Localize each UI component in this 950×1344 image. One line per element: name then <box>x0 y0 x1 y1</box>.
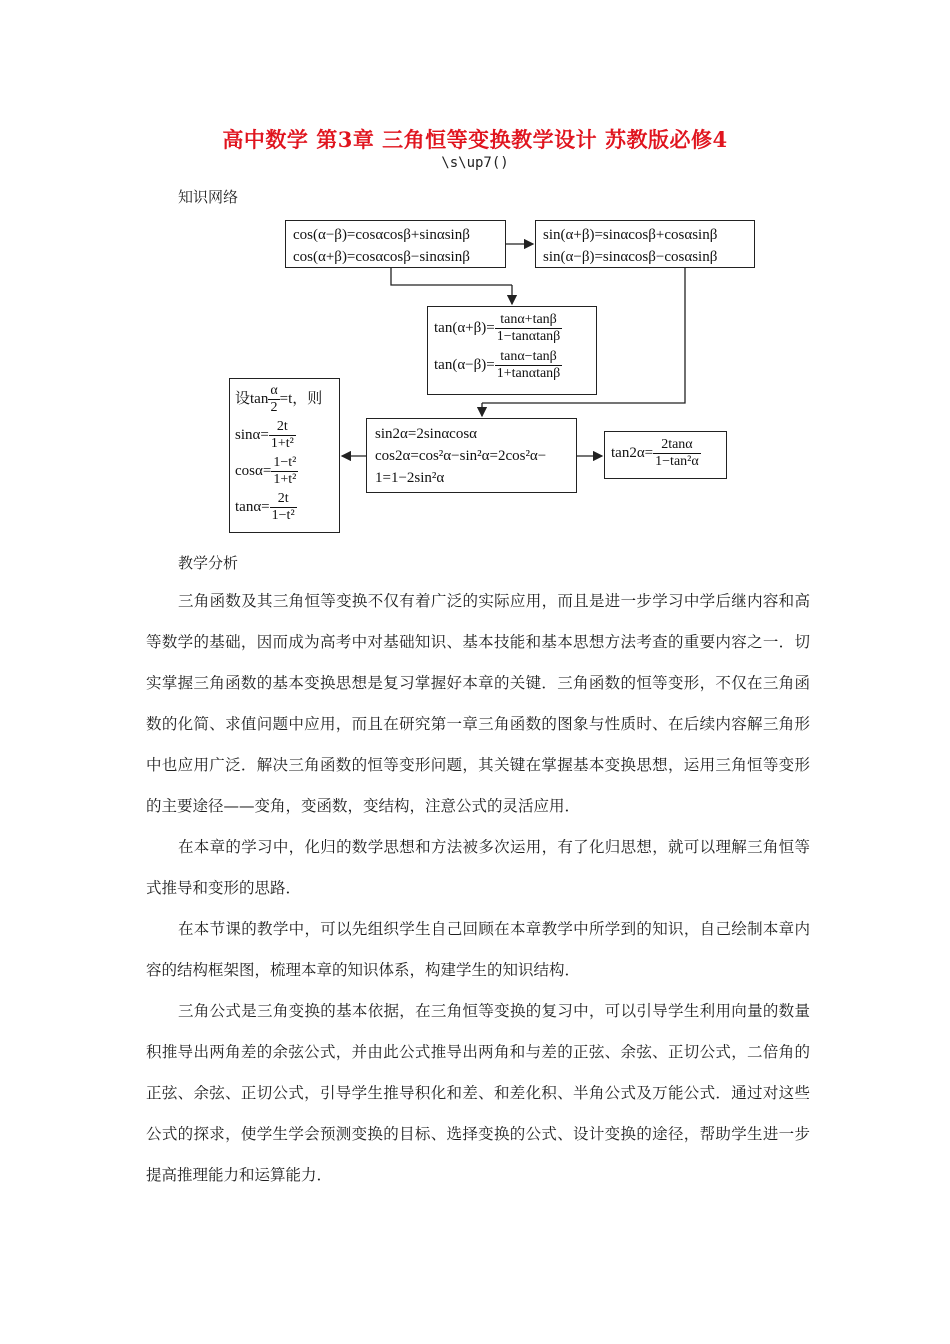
tan-double-denominator: 1−tan²α <box>655 454 699 469</box>
tan-sum-lhs: tan(α+β)= <box>434 319 495 336</box>
universal-cos-lhs: cosα= <box>235 462 272 479</box>
formula-universal-sin <box>235 419 334 452</box>
tan-sum-numerator: tanα+tanβ <box>495 312 563 329</box>
universal-sin-denominator: 1+t² <box>270 436 294 451</box>
half-angle-denominator: 2 <box>270 400 278 415</box>
formula-cos-double-cont: 1=1−2sin²α <box>375 470 445 486</box>
box-tan-sum-diff <box>427 306 597 395</box>
document-title: 高中数学 第3章 三角恒等变换教学设计 苏教版必修4 <box>222 127 728 152</box>
universal-sin-lhs: sinα= <box>235 426 269 443</box>
field-code-text: \s\up7() <box>441 155 509 171</box>
universal-tan-numerator: 2t <box>270 491 297 508</box>
tan-sum-denominator: 1−tanαtanβ <box>496 329 561 344</box>
universal-heading <box>235 383 334 416</box>
universal-head-prefix: 设tan <box>235 390 269 407</box>
paragraph-4: 三角公式是三角变换的基本依据，在三角恒等变换的复习中，可以引导学生利用向量的数量积推导出两角差的余弦公式，并由此公式推导出两角和与差的正弦、余弦、正切公式，二倍角的正弦、余弦、正切公式，引导学生推导积化和差、和差化积、半角公式及万能公式．通过对这些公式的探求，使学生学会预测变换的目标、选择变换的公式、设计变换的途径，帮助学生进一步提高推理能力和运算能力． <box>146 1002 810 1184</box>
formula-sin-sum: sin(α+β)=sinαcosβ+cosαsinβ <box>543 227 718 243</box>
formula-universal-tan <box>235 491 334 524</box>
universal-cos-denominator: 1+t² <box>273 472 297 487</box>
box-universal-formula <box>229 378 340 533</box>
box-sin-sum-diff <box>535 220 755 268</box>
universal-tan-denominator: 1−t² <box>271 508 295 523</box>
half-angle-numerator: α <box>270 383 278 398</box>
tan-double-lhs: tan2α= <box>611 444 654 461</box>
section-heading-network: 知识网络 <box>178 188 239 206</box>
paragraph-1: 三角函数及其三角恒等变换不仅有着广泛的实际应用，而且是进一步学习中学后继内容和高等数学的基础，因而成为高考中对基础知识、基本技能和基本思想方法考查的重要内容之一．切实掌握三角函数的基本变换思想是复习掌握好本章的关键．三角函数的恒等变形，不仅在三角函数的化简、求值问题中应用，而且在研究第一章三角函数的图象与性质时、在后续内容解三角形中也应用广泛．解决三角函数的恒等变形问题，其关键在掌握基本变换思想，运用三角恒等变形的主要途径——变角，变函数，变结构，注意公式的灵活应用． <box>146 592 810 815</box>
paragraph-3: 在本节课的教学中，可以先组织学生自己回顾在本章教学中所学到的知识，自己绘制本章内容的结构框架图，梳理本章的知识体系，构建学生的知识结构． <box>146 920 810 979</box>
formula-cos-double: cos2α=cos²α−sin²α=2cos²α− <box>375 448 547 464</box>
formula-tan-double <box>611 437 720 470</box>
formula-cos-sum: cos(α+β)=cosαcosβ−sinαsinβ <box>293 249 470 265</box>
box-double-angle <box>366 418 577 493</box>
universal-sin-numerator: 2t <box>269 419 296 436</box>
formula-universal-cos <box>235 455 334 488</box>
tan-diff-denominator: 1+tanαtanβ <box>496 366 561 381</box>
box-tan-double <box>604 431 727 479</box>
formula-tan-diff <box>434 349 590 382</box>
analysis-body <box>146 581 810 1196</box>
tan-diff-lhs: tan(α−β)= <box>434 356 495 373</box>
formula-sin-diff: sin(α−β)=sinαcosβ−cosαsinβ <box>543 249 718 265</box>
universal-cos-numerator: 1−t² <box>273 455 297 470</box>
formula-tan-sum <box>434 312 590 345</box>
universal-head-suffix: =t，则 <box>279 390 323 407</box>
tan-double-numerator: 2tanα <box>653 437 701 454</box>
paragraph-2: 在本章的学习中，化归的数学思想和方法被多次运用，有了化归思想，就可以理解三角恒等式推导和变形的思路． <box>146 838 810 897</box>
section-heading-analysis: 教学分析 <box>178 554 239 572</box>
tan-diff-numerator: tanα−tanβ <box>495 349 563 366</box>
box-cos-sum-diff <box>285 220 506 268</box>
line-box1-down <box>391 268 512 285</box>
universal-tan-lhs: tanα= <box>235 498 270 515</box>
formula-sin-double: sin2α=2sinαcosα <box>375 426 478 442</box>
formula-cos-diff: cos(α−β)=cosαcosβ+sinαsinβ <box>293 227 470 243</box>
